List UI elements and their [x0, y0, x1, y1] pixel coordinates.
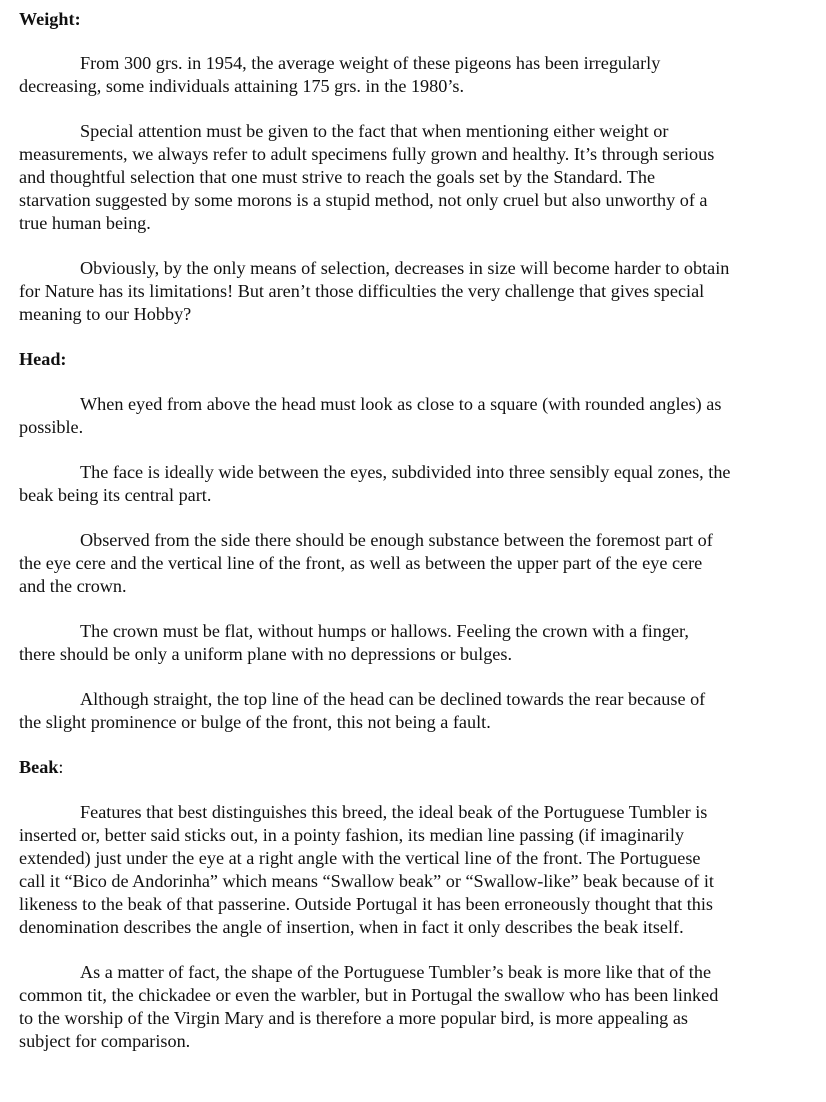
weight-paragraph-3	[19, 257, 808, 326]
text-line: the slight prominence or bulge of the front, this not being a fault.	[19, 712, 491, 732]
text-line: Although straight, the top line of the head can be declined towards the rear because of	[80, 689, 706, 709]
text-line: From 300 grs. in 1954, the average weight of these pigeons has been irregularly	[80, 53, 661, 73]
text-line: likeness to the beak of that passerine. Outside Portugal it has been erroneously thought that this	[19, 894, 714, 914]
text-line: decreasing, some individuals attaining 175 grs. in the 1980’s.	[19, 76, 465, 96]
head-paragraph-3	[19, 529, 808, 598]
text-line: and thoughtful selection that one must strive to reach the goals set by the Standard. The	[19, 167, 656, 187]
text-line: The crown must be flat, without humps or hallows. Feeling the crown with a finger,	[80, 621, 689, 641]
head-paragraph-4	[19, 620, 808, 666]
text-line: for Nature has its limitations! But aren’t those difficulties the very challenge that gives special	[19, 281, 705, 301]
text-line: Observed from the side there should be enough substance between the foremost part of	[80, 530, 713, 550]
text-line: When eyed from above the head must look as close to a square (with rounded angles) as	[80, 394, 722, 414]
head-paragraph-2	[19, 461, 808, 507]
text-line: meaning to our Hobby?	[19, 304, 192, 324]
text-line: beak being its central part.	[19, 485, 212, 505]
text-line: measurements, we always refer to adult specimens fully grown and healthy. It’s through serious	[19, 144, 715, 164]
head-paragraph-5	[19, 688, 808, 734]
text-line: there should be only a uniform plane with no depressions or bulges.	[19, 644, 512, 664]
beak-heading-word: Beak	[19, 757, 59, 777]
beak-heading-colon: :	[58, 757, 64, 777]
text-line: possible.	[19, 417, 84, 437]
text-line: denomination describes the angle of insertion, when in fact it only describes the beak itself.	[19, 917, 684, 937]
weight-paragraph-2	[19, 120, 808, 235]
text-line: common tit, the chickadee or even the warbler, but in Portugal the swallow who has been linked	[19, 985, 719, 1005]
text-line: inserted or, better said sticks out, in a pointy fashion, its median line passing (if imaginarily	[19, 825, 685, 845]
head-paragraph-1	[19, 393, 808, 439]
text-line: starvation suggested by some morons is a stupid method, not only cruel but also unworthy of a	[19, 190, 708, 210]
text-line: Features that best distinguishes this breed, the ideal beak of the Portuguese Tumbler is	[80, 802, 708, 822]
text-line: subject for comparison.	[19, 1031, 191, 1051]
text-line: Obviously, by the only means of selection, decreases in size will become harder to obtain	[80, 258, 730, 278]
text-line: and the crown.	[19, 576, 127, 596]
beak-paragraph-1	[19, 801, 808, 939]
weight-paragraph-1	[19, 52, 808, 98]
weight-heading: Weight:	[19, 9, 81, 29]
text-line: Special attention must be given to the fact that when mentioning either weight or	[80, 121, 669, 141]
text-line: to the worship of the Virgin Mary and is therefore a more popular bird, is more appealing as	[19, 1008, 688, 1028]
text-line: call it “Bico de Andorinha” which means “Swallow beak” or “Swallow-like” beak because of it	[19, 871, 714, 891]
text-line: the eye cere and the vertical line of the front, as well as between the upper part of the eye cere	[19, 553, 703, 573]
beak-heading	[19, 756, 808, 779]
text-line: As a matter of fact, the shape of the Portuguese Tumbler’s beak is more like that of the	[80, 962, 712, 982]
beak-paragraph-2	[19, 961, 808, 1053]
text-line: true human being.	[19, 213, 151, 233]
head-heading: Head:	[19, 349, 67, 369]
text-line: The face is ideally wide between the eyes, subdivided into three sensibly equal zones, the	[80, 462, 731, 482]
text-line: extended) just under the eye at a right angle with the vertical line of the front. The Portuguese	[19, 848, 701, 868]
